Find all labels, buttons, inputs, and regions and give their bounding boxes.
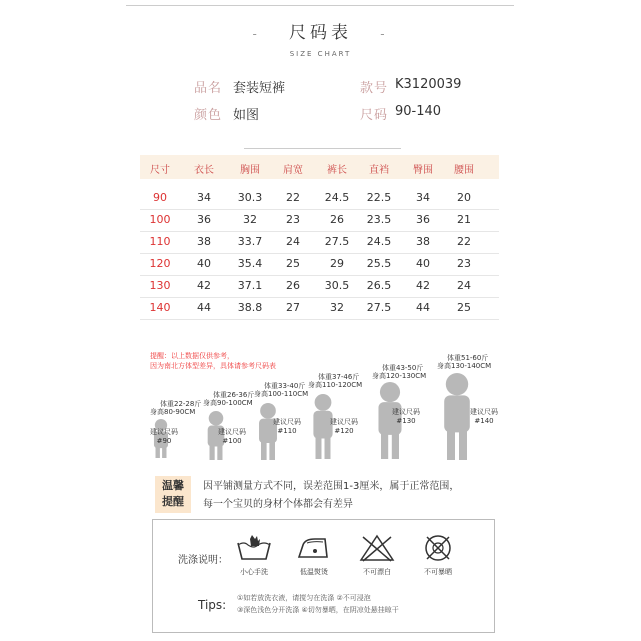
tips-line-1: ①如若放洗衣液，请搅匀在洗涤 ②不可浸泡 [237, 594, 371, 602]
table-cell: 36 [416, 213, 430, 226]
table-cell: 38 [197, 235, 211, 248]
table-cell: 32 [330, 301, 344, 314]
table-row-divider [140, 319, 499, 320]
table-cell: 22.5 [366, 191, 392, 204]
table-cell: 27.5 [366, 301, 392, 314]
iron-low-icon [293, 533, 333, 567]
kid-size-value: #100 [222, 437, 242, 445]
table-cell: 37.1 [237, 279, 263, 292]
kid-weight: 体重51-60斤 [447, 354, 489, 362]
notice-line-2: 因为南北方体型差异，具体请参考尺码表 [150, 362, 276, 370]
kid-suggested-size [392, 408, 420, 426]
size-label: 尺码 [360, 108, 389, 123]
table-cell: 23 [457, 257, 471, 270]
table-size-cell: 90 [153, 191, 167, 204]
kid-suggest-label: 建议尺码 [392, 408, 420, 416]
table-cell: 27 [286, 301, 300, 314]
kid-weight: 体重37-46斤 [318, 373, 360, 381]
kid-height: 身高110-120CM [308, 381, 363, 389]
kid-size-value: #120 [334, 427, 354, 435]
table-size-cell: 120 [149, 257, 171, 270]
table-cell: 22 [286, 191, 300, 204]
table-cell: 25 [457, 301, 471, 314]
kid-weight: 体重26-36斤 [213, 391, 255, 399]
table-cell: 38.8 [237, 301, 263, 314]
kid-suggested-size [273, 418, 301, 436]
table-cell: 24.5 [366, 235, 392, 248]
warm-reminder-badge [155, 476, 191, 513]
notice-line-1: 提醒：以上数据仅供参考， [150, 352, 234, 360]
no-bleach-icon [357, 533, 397, 567]
table-header-cell: 裤长 [327, 165, 347, 176]
title-text: 尺码表 [289, 23, 352, 43]
wash-icon-label: 小心手洗 [240, 568, 268, 576]
table-row-divider [140, 275, 499, 276]
table-cell: 36 [197, 213, 211, 226]
kid-height: 身高80-90CM [150, 408, 196, 416]
kid-suggest-label: 建议尺码 [470, 408, 498, 416]
kid-suggested-size [218, 428, 246, 446]
table-cell: 26 [330, 213, 344, 226]
kid-size-value: #90 [156, 437, 172, 445]
table-size-cell: 100 [149, 213, 171, 226]
table-header-cell: 直裆 [369, 165, 389, 176]
kid-measure [437, 354, 491, 370]
kid-height: 身高120-130CM [372, 372, 427, 380]
table-cell: 23.5 [366, 213, 392, 226]
table-cell: 25 [286, 257, 300, 270]
table-cell: 20 [457, 191, 471, 204]
table-cell: 42 [416, 279, 430, 292]
info-divider [244, 148, 401, 149]
code-value: K3120039 [395, 77, 462, 92]
kid-suggest-label: 建议尺码 [218, 428, 246, 436]
kid-size-value: #110 [277, 427, 297, 435]
top-border [126, 5, 514, 6]
tips-label: Tips: [198, 598, 227, 612]
kid-measure [150, 400, 201, 416]
table-cell: 26 [286, 279, 300, 292]
table-header-cell: 肩宽 [283, 165, 303, 176]
page-title [0, 18, 641, 43]
table-cell: 34 [197, 191, 211, 204]
no-sun-dry-icon [418, 533, 458, 567]
kid-measure [254, 382, 308, 398]
page-subtitle: SIZE CHART [289, 50, 352, 58]
kid-height: 身高130-140CM [437, 362, 492, 370]
wash-label: 洗涤说明： [178, 555, 228, 566]
table-cell: 23 [286, 213, 300, 226]
table-cell: 32 [243, 213, 257, 226]
table-cell: 24.5 [324, 191, 350, 204]
wash-icon-label: 不可漂白 [363, 568, 391, 576]
kid-measure [308, 373, 362, 389]
table-row-divider [140, 209, 499, 210]
title-deco-left: - [252, 27, 261, 41]
kid-suggest-label: 建议尺码 [330, 418, 358, 426]
table-size-cell: 130 [149, 279, 171, 292]
kid-suggested-size [330, 418, 358, 436]
table-cell: 40 [197, 257, 211, 270]
color-value: 如图 [233, 108, 260, 123]
kid-weight: 体重43-50斤 [382, 364, 424, 372]
kid-weight: 体重22-28斤 [160, 400, 202, 408]
kid-size-value: #140 [474, 417, 494, 425]
tips-line-2: ③深色浅色分开洗涤 ④切勿暴晒，在阴凉处悬挂晾干 [237, 606, 399, 614]
kid-height: 身高90-100CM [203, 399, 253, 407]
name-label: 品名 [194, 81, 223, 96]
code-label: 款号 [360, 81, 389, 96]
table-cell: 26.5 [366, 279, 392, 292]
table-row-divider [140, 297, 499, 298]
table-cell: 33.7 [237, 235, 263, 248]
kid-height: 身高100-110CM [254, 390, 309, 398]
kid-size-value: #130 [396, 417, 416, 425]
kid-suggest-label: 建议尺码 [150, 428, 178, 436]
table-header-cell: 臀围 [413, 165, 433, 176]
table-size-cell: 140 [149, 301, 171, 314]
title-deco-right: - [380, 27, 389, 41]
table-cell: 42 [197, 279, 211, 292]
table-row-divider [140, 231, 499, 232]
kid-measure [203, 391, 254, 407]
table-cell: 40 [416, 257, 430, 270]
table-header-cell: 腰围 [454, 165, 474, 176]
warm-badge-line-2: 提醒 [162, 495, 184, 508]
table-cell: 35.4 [237, 257, 263, 270]
wash-icon-label: 低温熨烫 [300, 568, 328, 576]
table-cell: 29 [330, 257, 344, 270]
table-cell: 34 [416, 191, 430, 204]
table-cell: 27.5 [324, 235, 350, 248]
size-value: 90-140 [395, 104, 442, 119]
table-header-cell: 尺寸 [150, 165, 170, 176]
table-row-divider [140, 253, 499, 254]
warm-text-line-1: 因平铺测量方式不同，误差范围1-3厘米，属于正常范围， [203, 481, 460, 492]
table-cell: 30.3 [237, 191, 263, 204]
kid-suggested-size [150, 428, 178, 446]
kid-weight: 体重33-40斤 [264, 382, 306, 390]
wash-icon-label: 不可暴晒 [424, 568, 452, 576]
table-cell: 21 [457, 213, 471, 226]
table-cell: 44 [416, 301, 430, 314]
table-cell: 38 [416, 235, 430, 248]
kid-measure [372, 364, 426, 380]
table-cell: 30.5 [324, 279, 350, 292]
table-cell: 44 [197, 301, 211, 314]
color-label: 颜色 [194, 108, 223, 123]
table-cell: 22 [457, 235, 471, 248]
hand-wash-icon [234, 533, 274, 567]
kid-suggested-size [470, 408, 498, 426]
table-cell: 25.5 [366, 257, 392, 270]
warm-badge-line-1: 温馨 [162, 479, 184, 492]
name-value: 套装短裤 [233, 81, 286, 96]
table-cell: 24 [457, 279, 471, 292]
table-size-cell: 110 [149, 235, 171, 248]
kid-suggest-label: 建议尺码 [273, 418, 301, 426]
table-cell: 24 [286, 235, 300, 248]
table-header-cell: 胸围 [240, 165, 260, 176]
table-header-cell: 衣长 [194, 165, 214, 176]
warm-text-line-2: 每一个宝贝的身材个体都会有差异 [203, 499, 353, 510]
